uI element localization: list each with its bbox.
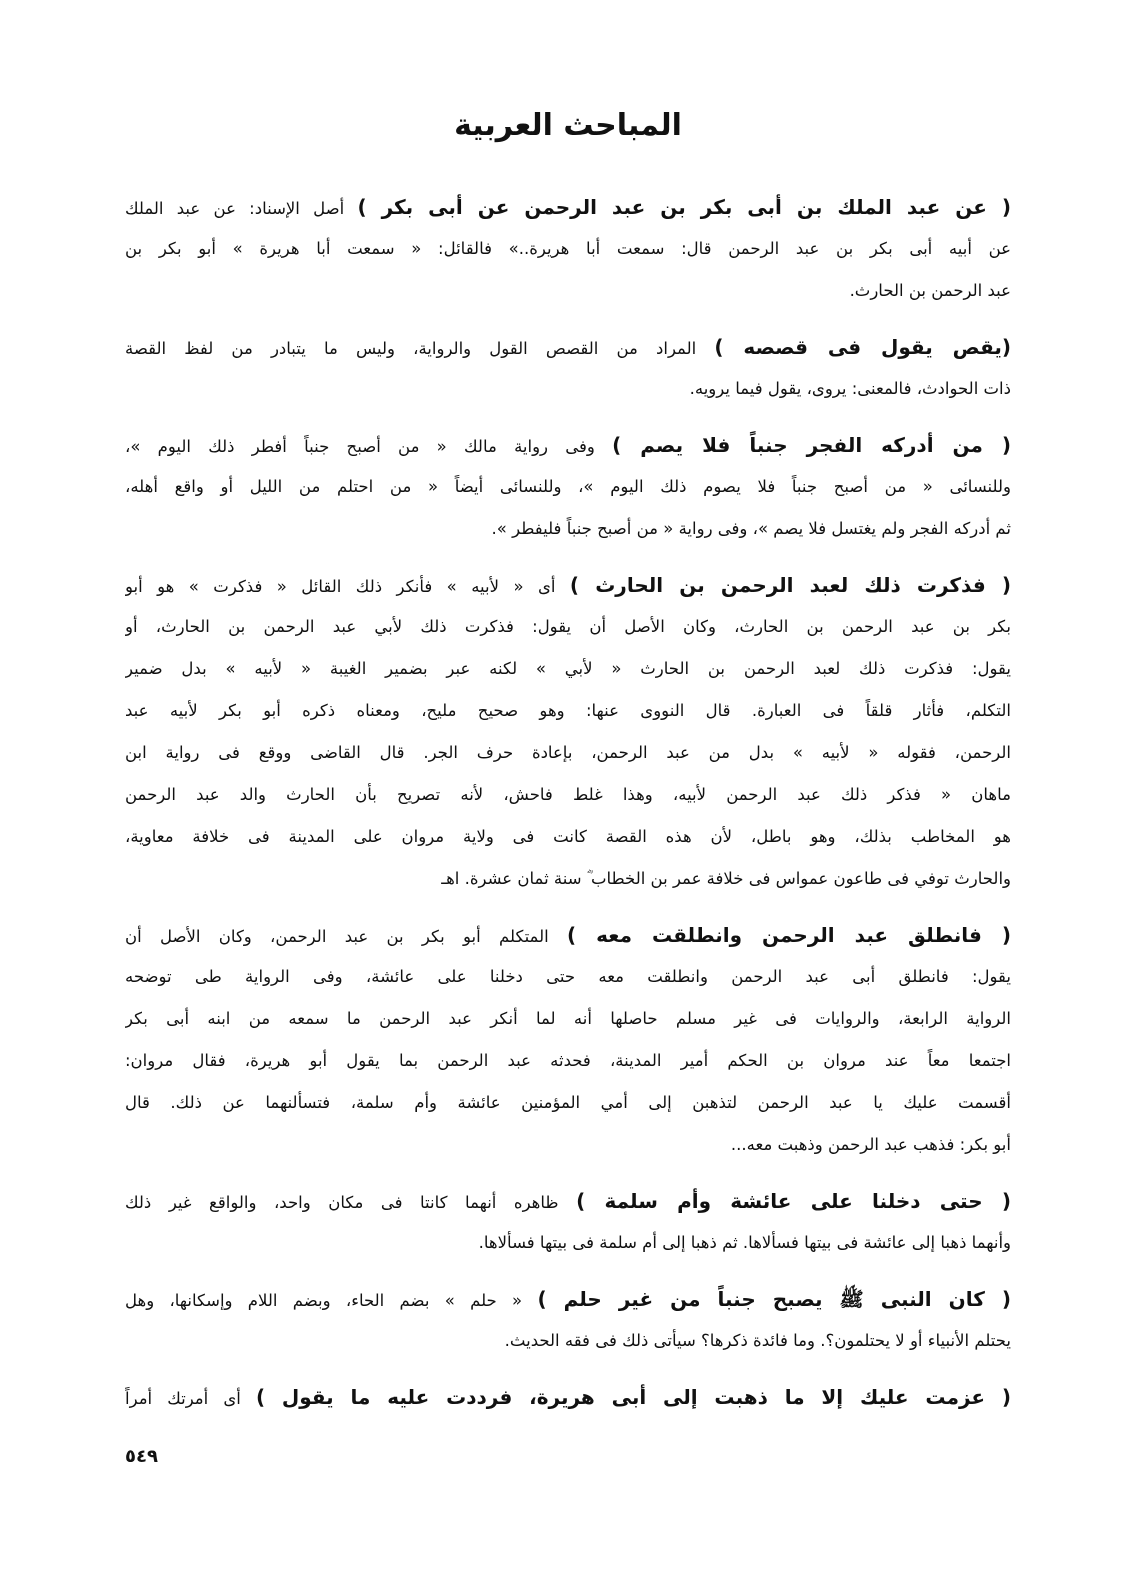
text-line: يحتلم الأنبياء أو لا يحتلمون؟. وما فائدة ذكرها؟ سيأتى ذلك فى فقه الحديث. (504, 1331, 1011, 1350)
text-line (125, 1180, 1011, 1222)
text-line: وأنهما ذهبا إلى عائشة فى بيتها فسألاها. ثم ذهبا إلى أم سلمة فى بيتها فسألاها. (478, 1233, 1011, 1252)
text-line: ذات الحوادث، فالمعنى: يروى، يقول فيما يرويه. (689, 379, 1011, 398)
text-line: وللنسائى « من أصبح جنباً فلا يصوم ذلك اليوم »، وللنسائى أيضاً « من احتلم من الليل أو واقع أهله، (125, 477, 1011, 496)
text-line (125, 186, 1011, 228)
quoted-phrase: ( من أدركه الفجر جنباً فلا يصم ) (612, 433, 1011, 457)
commentary-paragraph (125, 1278, 1011, 1362)
text-line: أقسمت عليك يا عبد الرحمن لتذهبن إلى أمي المؤمنين عائشة وأم سلمة، فتسألنهما عن ذلك. قال (125, 1093, 1011, 1112)
quoted-phrase: ( حتى دخلنا على عائشة وأم سلمة ) (576, 1189, 1011, 1213)
text-line: أبو بكر: فذهب عبد الرحمن وذهبت معه... (730, 1135, 1011, 1154)
explanation-text: أى أمرتك أمراً (125, 1389, 241, 1408)
explanation-text: وفى رواية مالك « من أصبح جنباً أفطر ذلك اليوم »، (125, 437, 595, 456)
explanation-text: أى « لأبيه » فأنكر ذلك القائل « فذكرت » هو أبو (125, 577, 556, 596)
body-text (125, 186, 1011, 1432)
text-line: ماهان « فذكر ذلك عبد الرحمن لأبيه، وهذا غلط فاحش، لأنه تصريح بأن الحارث والد عبد الرحمن (125, 785, 1011, 804)
page-number: ٥٤٩ (125, 1446, 158, 1467)
commentary-paragraph (125, 914, 1011, 1166)
text-line: التكلم، فأثار قلقاً فى العبارة. قال النووى عنها: وهو صحيح مليح، ومعناه ذكره أبو بكر لأبيه عبد (125, 701, 1011, 720)
text-line: عن أبيه أبى بكر بن عبد الرحمن قال: سمعت أبا هريرة..» فالقائل: « سمعت أبا هريرة » أبو بكر بن (125, 239, 1011, 258)
explanation-text: ظاهره أنهما كانتا فى مكان واحد، والواقع غير ذلك (125, 1193, 559, 1212)
quoted-phrase: ( عزمت عليك إلا ما ذهبت إلى أبى هريرة، فرددت عليه ما يقول ) (255, 1385, 1011, 1409)
text-line: ثم أدركه الفجر ولم يغتسل فلا يصم »، وفى رواية « من أصبح جنباً فليفطر ». (491, 519, 1011, 538)
page-title: المباحث العربية (454, 108, 682, 143)
explanation-text: « حلم » بضم الحاء، وبضم اللام وإسكانها، وهل (125, 1291, 523, 1310)
text-line (125, 914, 1011, 956)
text-line (125, 1376, 1011, 1418)
quoted-phrase: ( عن عبد الملك بن أبى بكر بن عبد الرحمن عن أبى بكر ) (357, 195, 1011, 219)
commentary-paragraph (125, 326, 1011, 410)
text-line: اجتمعا معاً عند مروان بن الحكم أمير المدينة، فحدثه عبد الرحمن بما يقول أبو هريرة، فقال مروان: (125, 1051, 1011, 1070)
explanation-text: أصل الإسناد: عن عبد الملك (125, 199, 345, 218)
text-line: الرواية الرابعة، والروايات فى غير مسلم حاصلها أنه لما أنكر عبد الرحمن ما سمعه من ابنه أبى بكر (125, 1009, 1011, 1028)
quoted-phrase: ( فانطلق عبد الرحمن وانطلقت معه ) (567, 923, 1011, 947)
explanation-text: المتكلم أبو بكر بن عبد الرحمن، وكان الأصل أن (125, 927, 549, 946)
quoted-phrase: ( كان النبى ﷺ يصبح جنباً من غير حلم ) (537, 1287, 1011, 1311)
text-line: الرحمن، فقوله « لأبيه » بدل من عبد الرحمن، بإعادة حرف الجر. قال القاضى ووقع فى رواية ابن (125, 743, 1011, 762)
text-line: والحارث توفي فى طاعون عمواس فى خلافة عمر بن الخطاب ؓ سنة ثمان عشرة. اهـ (441, 869, 1011, 888)
text-line (125, 564, 1011, 606)
commentary-paragraph (125, 1180, 1011, 1264)
commentary-paragraph (125, 186, 1011, 312)
explanation-text: المراد من القصص القول والرواية، وليس ما يتبادر من لفظ القصة (125, 339, 697, 358)
text-line: بكر بن عبد الرحمن بن الحارث، وكان الأصل أن يقول: فذكرت ذلك لأبي عبد الرحمن بن الحارث، أو (125, 617, 1011, 636)
commentary-paragraph (125, 424, 1011, 550)
text-line: عبد الرحمن بن الحارث. (849, 281, 1011, 300)
commentary-paragraph (125, 564, 1011, 900)
text-line: هو المخاطب بذلك، وهو باطل، لأن هذه القصة كانت فى ولاية مروان على المدينة فى خلافة معاوية، (125, 827, 1011, 846)
text-line (125, 326, 1011, 368)
text-line: يقول: فانطلق أبى عبد الرحمن وانطلقت معه حتى دخلنا على عائشة، وفى الرواية طى توضحه (125, 967, 1011, 986)
text-line (125, 1278, 1011, 1320)
quoted-phrase: ( فذكرت ذلك لعبد الرحمن بن الحارث ) (569, 573, 1011, 597)
text-line (125, 424, 1011, 466)
text-line: يقول: فذكرت ذلك لعبد الرحمن بن الحارث « لأبي » لكنه عبر بضمير الغيبة « لأبيه » بدل ضمير (125, 659, 1011, 678)
commentary-paragraph (125, 1376, 1011, 1418)
quoted-phrase: (يقص يقول فى قصصه ) (714, 335, 1011, 359)
